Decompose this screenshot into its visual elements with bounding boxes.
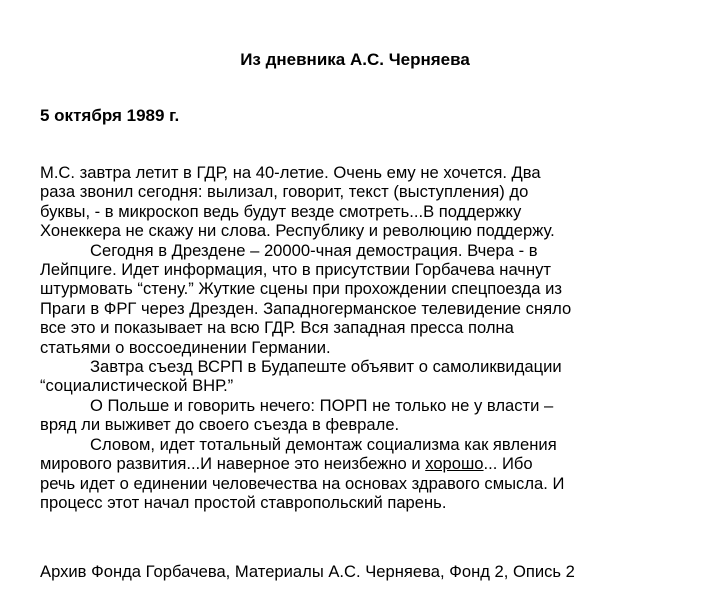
text-fragment: ... Ибо	[483, 454, 533, 474]
text-line: Завтра съезд ВСРП в Будапеште объявит о самоликвидации	[90, 357, 562, 377]
text-line: раза звонил сегодня: вылизал, говорит, текст (выступления) до	[40, 182, 529, 202]
text-line: Лейпциге. Идет информация, что в присутствии Горбачева начнут	[40, 260, 552, 280]
text-line: статьями о воссоединении Германии.	[40, 337, 331, 357]
source-citation: Архив Фонда Горбачева, Материалы А.С. Черняева, Фонд 2, Опись 2	[40, 562, 575, 581]
text-line: Словом, идет тотальный демонтаж социализма как явления	[90, 434, 557, 454]
underlined-word: хорошо	[425, 454, 484, 474]
document-title: Из дневника А.С. Черняева	[240, 50, 470, 69]
text-line: штурмовать “стену.” Жуткие сцены при прохождении спецпоезда из	[40, 279, 562, 299]
text-line: Сегодня в Дрездене – 20000-чная демострация. Вчера - в	[90, 240, 538, 260]
text-line: процесс этот начал простой ставропольский парень.	[40, 492, 447, 512]
text-line: буквы, - в микроскоп ведь будут везде смотреть...В поддержку	[40, 201, 522, 221]
text-fragment: мирового развития...И наверное это неизбежно и	[40, 454, 426, 474]
text-line: вряд ли выживет до своего съезда в феврале.	[40, 415, 400, 435]
text-line: Хонеккера не скажу ни слова. Республику и революцию поддержу.	[40, 221, 555, 241]
text-line: Праги в ФРГ через Дрезден. Западногерманское телевидение сняло	[40, 298, 572, 318]
text-line	[40, 454, 680, 473]
text-line: “социалистической ВНР.”	[40, 376, 234, 396]
text-line: речь идет о единении человечества на основах здравого смысла. И	[40, 473, 565, 493]
text-line: О Польше и говорить нечего: ПОРП не только не у власти –	[90, 395, 554, 415]
diary-entry-body	[40, 163, 680, 512]
entry-date: 5 октября 1989 г.	[40, 106, 180, 125]
text-line: все это и показывает на всю ГДР. Вся западная пресса полна	[40, 318, 514, 338]
text-line: М.С. завтра летит в ГДР, на 40-летие. Очень ему не хочется. Два	[40, 163, 541, 182]
